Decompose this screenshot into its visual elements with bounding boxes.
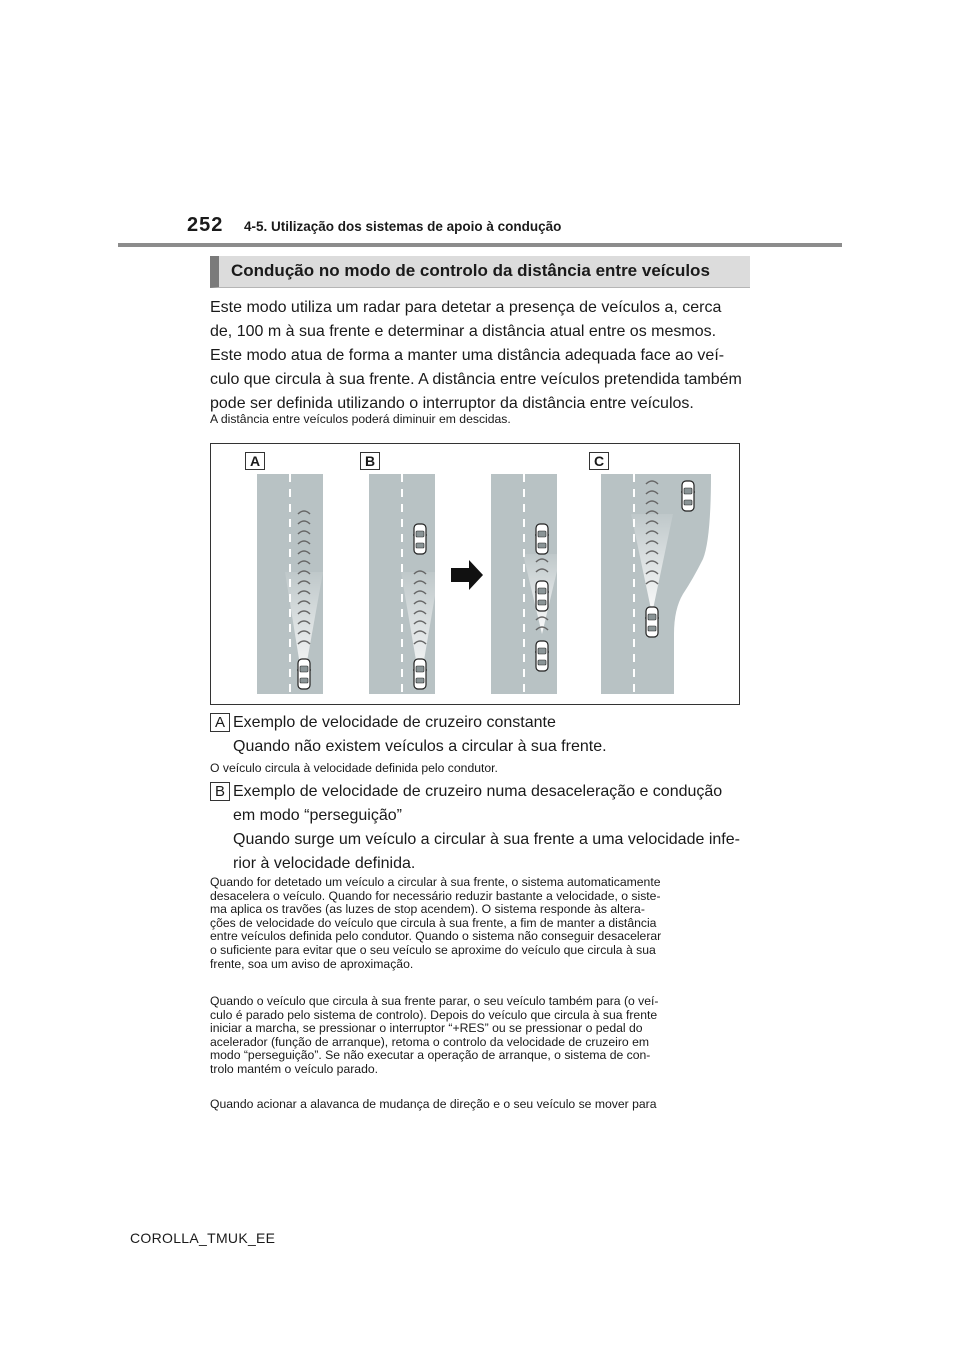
text-line: Quando surge um veículo a circular à sua frente a uma velocidade infe- xyxy=(233,831,740,848)
text-line: Quando não existem veículos a circular à sua frente. xyxy=(233,738,607,755)
figure-label-c: C xyxy=(589,452,609,470)
text-line: pode ser definida utilizando o interruptor da distância entre veículos. xyxy=(210,395,694,412)
paragraph-detection xyxy=(210,876,750,971)
road-b xyxy=(369,474,439,694)
item-a-label: A xyxy=(210,713,230,732)
section-heading xyxy=(210,256,750,288)
figure-illustration xyxy=(211,444,741,706)
header-rule xyxy=(118,243,842,247)
section-breadcrumb: 4-5. Utilização dos sistemas de apoio à condução xyxy=(244,219,562,234)
text-line: Exemplo de velocidade de cruzeiro constante xyxy=(233,714,556,731)
road-b-after xyxy=(491,474,561,694)
item-b-label: B xyxy=(210,782,230,801)
text-line: em modo “perseguição” xyxy=(233,807,402,824)
transition-arrow xyxy=(451,560,483,590)
figure-label-a: A xyxy=(245,452,265,470)
text-line: frente, soa um aviso de aproximação. xyxy=(210,956,414,971)
text-line: Exemplo de velocidade de cruzeiro numa desaceleração e condução xyxy=(233,783,723,800)
text-line: ma aplica os travões (as luzes de stop acendem). O sistema responde às altera- xyxy=(210,902,645,917)
text-line: acelerador (função de arranque), retoma o controlo da velocidade de cruzeiro em xyxy=(210,1034,649,1049)
text-line: Quando acionar a alavanca de mudança de direção e o seu veículo se mover para xyxy=(210,1097,657,1111)
text-line: rior à velocidade definida. xyxy=(233,855,416,872)
text-line: entre veículos definida pelo condutor. Quando o sistema não conseguir desacelerar xyxy=(210,929,662,944)
text-line: Quando for detetado um veículo a circular à sua frente, o sistema automaticamente xyxy=(210,875,661,889)
text-line: Este modo utiliza um radar para detetar a presença de veículos a, cerca xyxy=(210,299,722,316)
text-line: o suficiente para evitar que o seu veículo se aproxime do veículo que circula à sua xyxy=(210,942,656,957)
text-line: Este modo atua de forma a manter uma distância adequada face ao veí- xyxy=(210,347,725,364)
paragraph-stop xyxy=(210,995,750,1077)
text-line: iniciar a marcha, se pressionar o interruptor “+RES” ou se pressionar o pedal do xyxy=(210,1021,643,1036)
item-b-text xyxy=(233,780,753,876)
page-number: 252 xyxy=(187,214,224,236)
text-line: modo “perseguição”. Se não executar a operação de arranque, o sistema de con- xyxy=(210,1048,651,1063)
item-a-text xyxy=(233,711,753,759)
section-heading-text: Condução no modo de controlo da distância entre veículos xyxy=(231,261,710,280)
text-line: culo é parado pelo sistema de controlo). Depois do veículo que circula à sua frente xyxy=(210,1007,658,1022)
item-a-note: O veículo circula à velocidade definida pelo condutor. xyxy=(210,761,498,775)
text-line: de, 100 m à sua frente e determinar a distância atual entre os mesmos. xyxy=(210,323,717,340)
text-line: culo que circula à sua frente. A distância entre veículos pretendida também xyxy=(210,371,742,388)
paragraph-turn-signal xyxy=(210,1098,750,1112)
text-line: Quando o veículo que circula à sua frente parar, o seu veículo também para (o veí- xyxy=(210,994,659,1008)
text-line: ções de velocidade do veículo que circula à sua frente, a fim de manter a distância xyxy=(210,915,657,930)
cruise-control-figure xyxy=(210,443,740,705)
descent-note: A distância entre veículos poderá diminuir em descidas. xyxy=(210,412,511,426)
text-line: desacelera o veículo. Quando for necessário reduzir bastante a velocidade, o siste- xyxy=(210,888,661,903)
figure-label-b: B xyxy=(360,452,380,470)
intro-paragraph xyxy=(210,296,750,416)
road-c xyxy=(601,474,711,694)
document-code: COROLLA_TMUK_EE xyxy=(130,1230,276,1246)
text-line: trolo mantém o veículo parado. xyxy=(210,1061,379,1076)
road-a xyxy=(257,474,323,694)
